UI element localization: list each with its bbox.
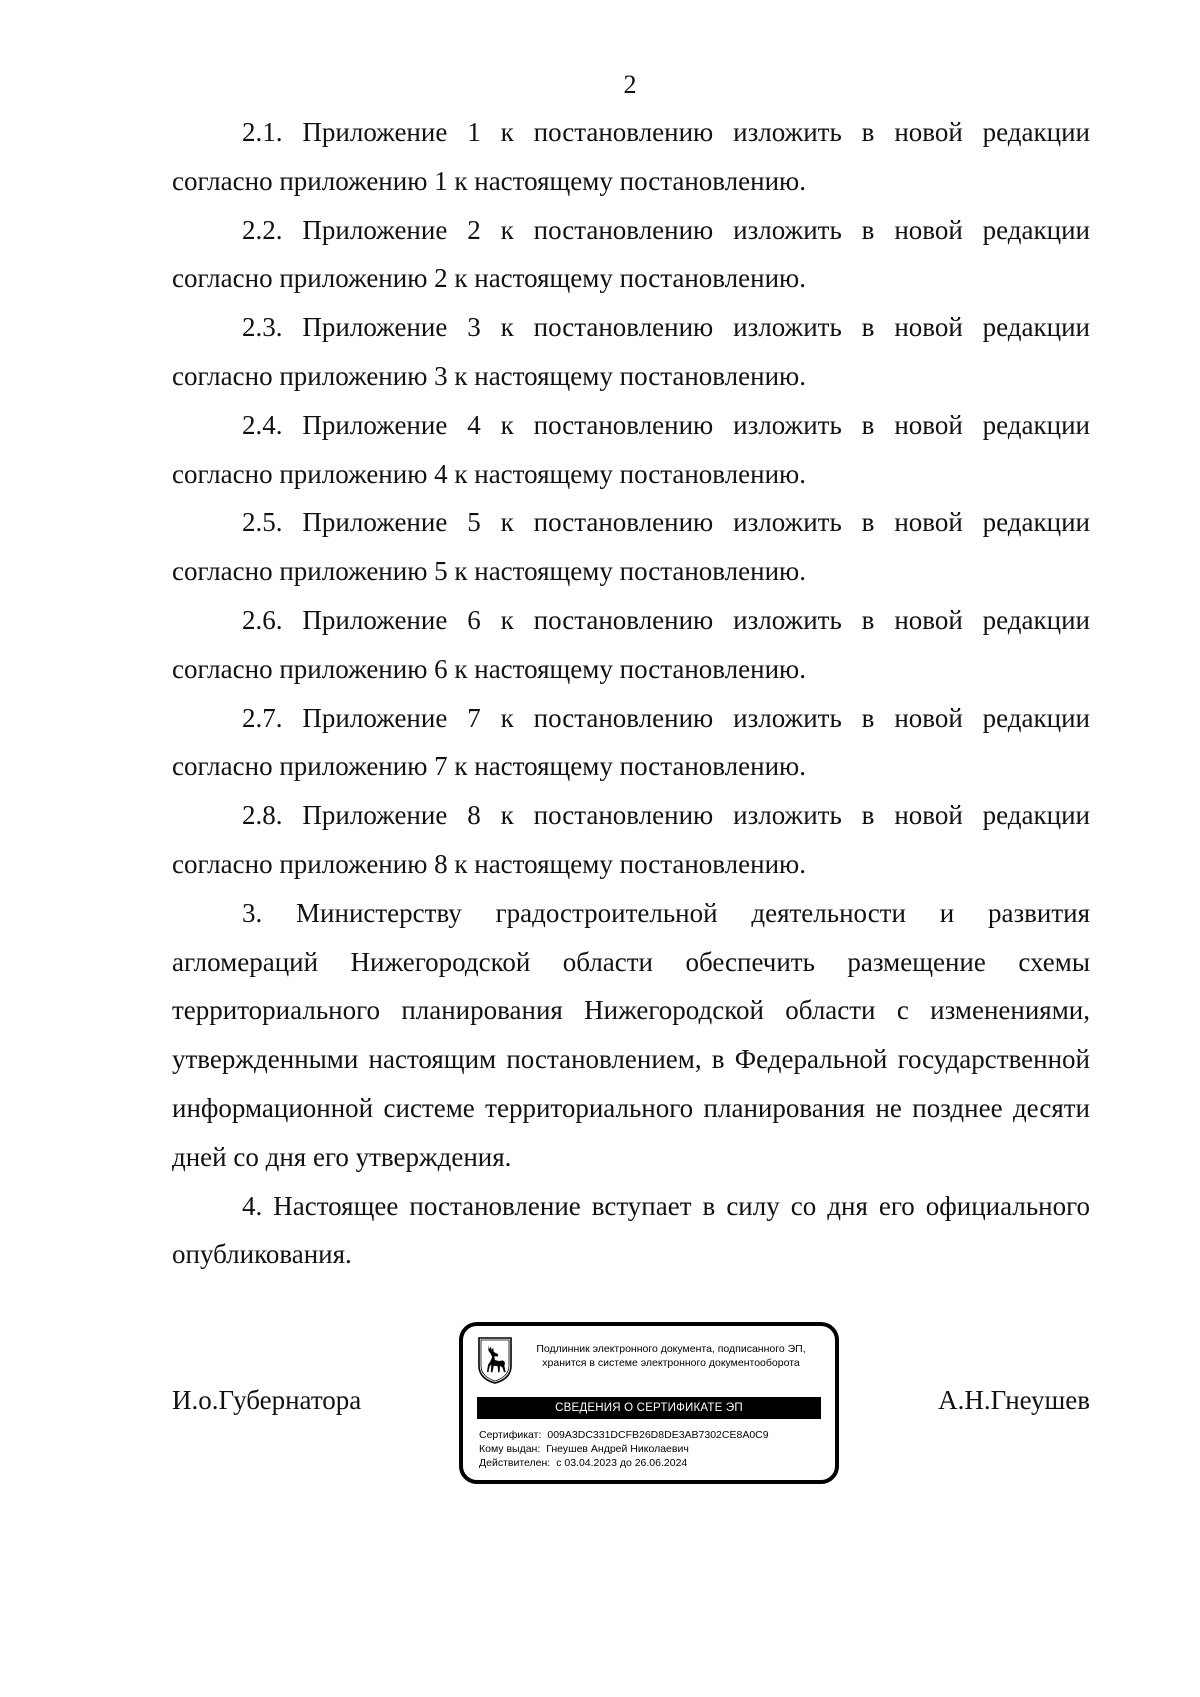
- issued-to-value: Гнеушев Андрей Николаевич: [546, 1443, 689, 1455]
- paragraph-3: 3. Министерству градостроительной деятельности и развития агломераций Нижегородской области обеспечить размещение схемы территориального планирования Нижегородской области с изменениями, утвержденными настоящим постановлением, в Федеральной государственной информационной системе территориального планирования не позднее десяти дней со дня его утверждения.: [172, 897, 1090, 1172]
- paragraph-2-1: 2.1. Приложение 1 к постановлению изложить в новой редакции согласно приложению 1 к настоящему постановлению.: [172, 117, 1090, 196]
- signatory-name: А.Н.Гнеушев: [938, 1385, 1090, 1415]
- coat-of-arms-deer-icon: [477, 1336, 513, 1384]
- certificate-value: 009A3DC331DCFB26D8DE3AB7302CE8A0C9: [547, 1429, 769, 1441]
- stamp-certificate-details: [479, 1428, 823, 1470]
- paragraph-2-3: 2.3. Приложение 3 к постановлению изложить в новой редакции согласно приложению 3 к настоящему постановлению.: [172, 312, 1090, 391]
- paragraph-2-8: 2.8. Приложение 8 к постановлению изложить в новой редакции согласно приложению 8 к настоящему постановлению.: [172, 800, 1090, 879]
- validity-value: с 03.04.2023 до 26.06.2024: [556, 1457, 688, 1469]
- signatory-position: И.о.Губернатора: [172, 1385, 362, 1415]
- paragraph-2-6: 2.6. Приложение 6 к постановлению изложить в новой редакции согласно приложению 6 к настоящему постановлению.: [172, 604, 1090, 684]
- paragraph-2-5: 2.5. Приложение 5 к постановлению изложить в новой редакции согласно приложению 5 к настоящему постановлению.: [172, 507, 1090, 587]
- issued-to-label: Кому выдан:: [479, 1443, 541, 1455]
- paragraph-2-2: 2.2. Приложение 2 к постановлению изложить в новой редакции согласно приложению 2 к настоящему постановлению.: [172, 214, 1090, 294]
- paragraph-2-4: 2.4. Приложение 4 к постановлению изложить в новой редакции согласно приложению 4 к настоящему постановлению.: [172, 409, 1090, 489]
- certificate-label: Сертификат:: [479, 1429, 542, 1441]
- paragraph-2-7: 2.7. Приложение 7 к постановлению изложить в новой редакции согласно приложению 7 к настоящему постановлению.: [172, 702, 1090, 782]
- stamp-certificate-header: СВЕДЕНИЯ О СЕРТИФИКАТЕ ЭП: [477, 1397, 821, 1419]
- electronic-signature-stamp: [459, 1322, 839, 1484]
- page-number: 2: [623, 70, 637, 99]
- validity-row: [479, 1456, 823, 1470]
- certificate-row: [479, 1428, 823, 1442]
- paragraph-4: 4. Настоящее постановление вступает в силу со дня его официального опубликования.: [172, 1190, 1090, 1270]
- issued-to-row: [479, 1442, 823, 1456]
- stamp-note: [521, 1342, 821, 1370]
- document-body: [172, 108, 1090, 1279]
- stamp-note-line-1: Подлинник электронного документа, подписанного ЭП,: [536, 1343, 806, 1355]
- stamp-header-area: [477, 1336, 821, 1386]
- stamp-note-line-2: хранится в системе электронного документооборота: [542, 1357, 800, 1369]
- validity-label: Действителен:: [479, 1457, 551, 1469]
